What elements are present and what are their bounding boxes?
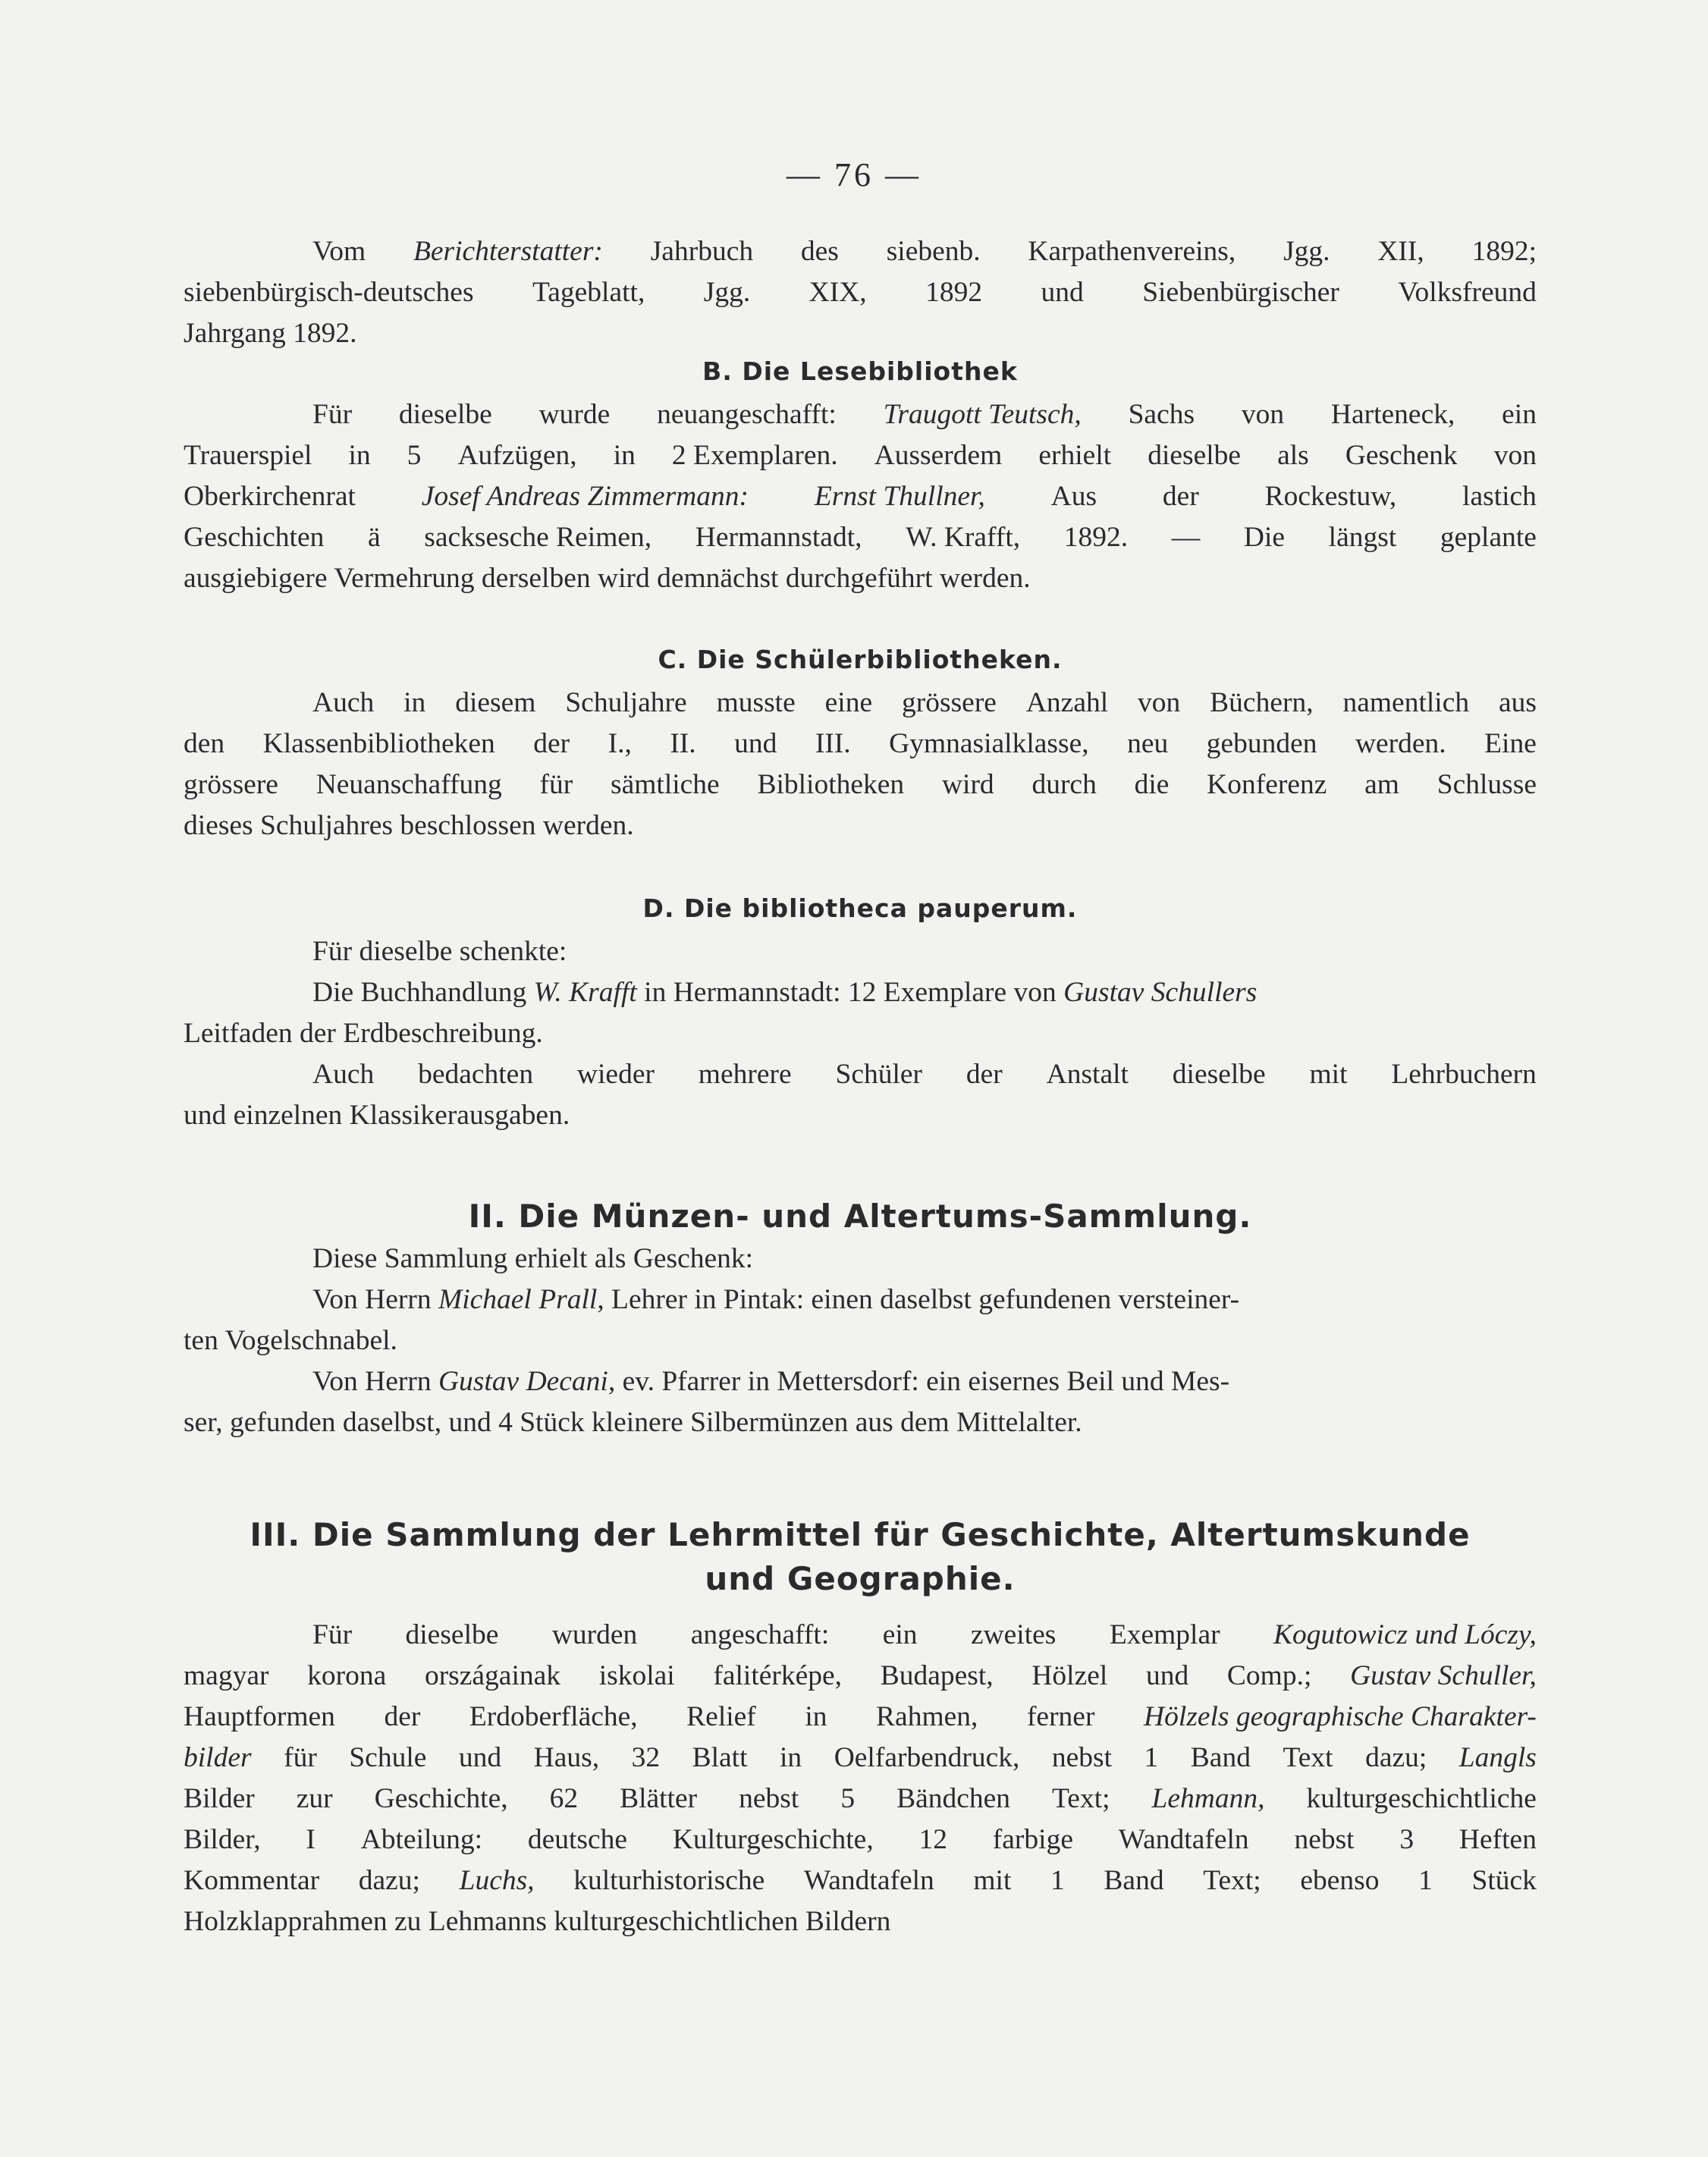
section-c-line-2: den Klassenbibliotheken der I., II. und III. Gymnasialklasse, neu gebunden werden. Eine (184, 728, 1537, 759)
section-c-heading: C. Die Schülerbibliotheken. (658, 645, 1063, 674)
section-b-line-2: Trauerspiel in 5 Aufzügen, in 2 Exemplaren. Ausserdem erhielt dieselbe als Geschenk von (184, 440, 1537, 471)
section-d (184, 886, 1537, 1136)
intro-paragraph (184, 231, 1537, 354)
section-iii-line-3: Hauptformen der Erdoberfläche, Relief in Rahmen, ferner Hölzels geographische Charakter- (184, 1701, 1537, 1732)
section-c-line-3: grössere Neuanschaffung für sämtliche Bibliotheken wird durch die Konferenz am Schlusse (184, 769, 1537, 800)
section-ii-line-4: Von Herrn Gustav Decani, ev. Pfarrer in Mettersdorf: ein eisernes Beil und Mes- (312, 1366, 1230, 1397)
section-iii-line-1: Für dieselbe wurden angeschafft: ein zweites Exemplar Kogutowicz und Lóczy, (312, 1619, 1537, 1650)
section-ii-line-5: ser, gefunden daselbst, und 4 Stück kleinere Silbermünzen aus dem Mittelalter. (184, 1407, 1082, 1438)
section-iii (184, 1513, 1537, 1942)
section-d-line-4: Auch bedachten wieder mehrere Schüler der Anstalt dieselbe mit Lehrbuchern (312, 1059, 1537, 1090)
section-ii-line-1: Diese Sammlung erhielt als Geschenk: (312, 1243, 754, 1274)
section-d-line-1: Für dieselbe schenkte: (312, 936, 567, 967)
section-iii-heading: III. Die Sammlung der Lehrmittel für Geschichte, Altertumskunde und Geographie. (250, 1516, 1471, 1597)
section-iii-line-4: bilder für Schule und Haus, 32 Blatt in Oelfarbendruck, nebst 1 Band Text dazu; Langls (184, 1742, 1537, 1773)
section-b-line-5: ausgiebigere Vermehrung derselben wird demnächst durchgeführt werden. (184, 563, 1031, 594)
section-ii (184, 1195, 1537, 1443)
section-iii-line-6: Bilder, I Abteilung: deutsche Kulturgeschichte, 12 farbige Wandtafeln nebst 3 Heften (184, 1824, 1537, 1855)
section-c-line-4: dieses Schuljahres beschlossen werden. (184, 810, 634, 841)
section-ii-line-2: Von Herrn Michael Prall, Lehrer in Pintak: einen daselbst gefundenen versteiner- (312, 1284, 1240, 1315)
section-d-line-5: und einzelnen Klassikerausgaben. (184, 1100, 570, 1131)
section-iii-line-8: Holzklapprahmen zu Lehmanns kulturgeschichtlichen Bildern (184, 1906, 891, 1937)
intro-line-2: siebenbürgisch-deutsches Tageblatt, Jgg. XIX, 1892 und Siebenbürgischer Volksfreund (184, 277, 1537, 308)
intro-line-1: Vom Berichterstatter: Jahrbuch des siebenb. Karpathenvereins, Jgg. XII, 1892; (312, 236, 1537, 267)
section-d-line-3: Leitfaden der Erdbeschreibung. (184, 1018, 543, 1049)
section-iii-line-7: Kommentar dazu; Luchs, kulturhistorische Wandtafeln mit 1 Band Text; ebenso 1 Stück (184, 1865, 1537, 1896)
page-number: — 76 — (786, 156, 922, 193)
section-b-line-1: Für dieselbe wurde neuangeschafft: Traugott Teutsch, Sachs von Harteneck, ein (312, 399, 1537, 430)
section-d-heading: D. Die bibliotheca pauperum. (642, 893, 1078, 923)
section-iii-line-5: Bilder zur Geschichte, 62 Blätter nebst 5 Bändchen Text; Lehmann, kulturgeschichtliche (184, 1783, 1537, 1814)
section-b (184, 349, 1537, 599)
section-b-line-3: Oberkirchenrat Josef Andreas Zimmermann: Ernst Thullner, Aus der Rockestuw, lastich (184, 481, 1537, 512)
section-iii-line-2: magyar korona országainak iskolai falitérképe, Budapest, Hölzel und Comp.; Gustav Schuller, (184, 1660, 1537, 1691)
section-c-line-1: Auch in diesem Schuljahre musste eine grössere Anzahl von Büchern, namentlich aus (312, 687, 1537, 718)
section-c (184, 637, 1537, 846)
section-ii-heading: II. Die Münzen- und Altertums-Sammlung. (468, 1198, 1252, 1235)
section-b-heading: B. Die Lesebibliothek (702, 356, 1018, 386)
section-d-line-2: Die Buchhandlung W. Krafft in Hermannstadt: 12 Exemplare von Gustav Schullers (312, 977, 1257, 1008)
section-b-line-4: Geschichten ä sacksesche Reimen, Hermannstadt, W. Krafft, 1892. — Die längst geplante (184, 522, 1537, 553)
intro-line-3: Jahrgang 1892. (184, 318, 357, 349)
section-ii-line-3: ten Vogelschnabel. (184, 1325, 397, 1356)
